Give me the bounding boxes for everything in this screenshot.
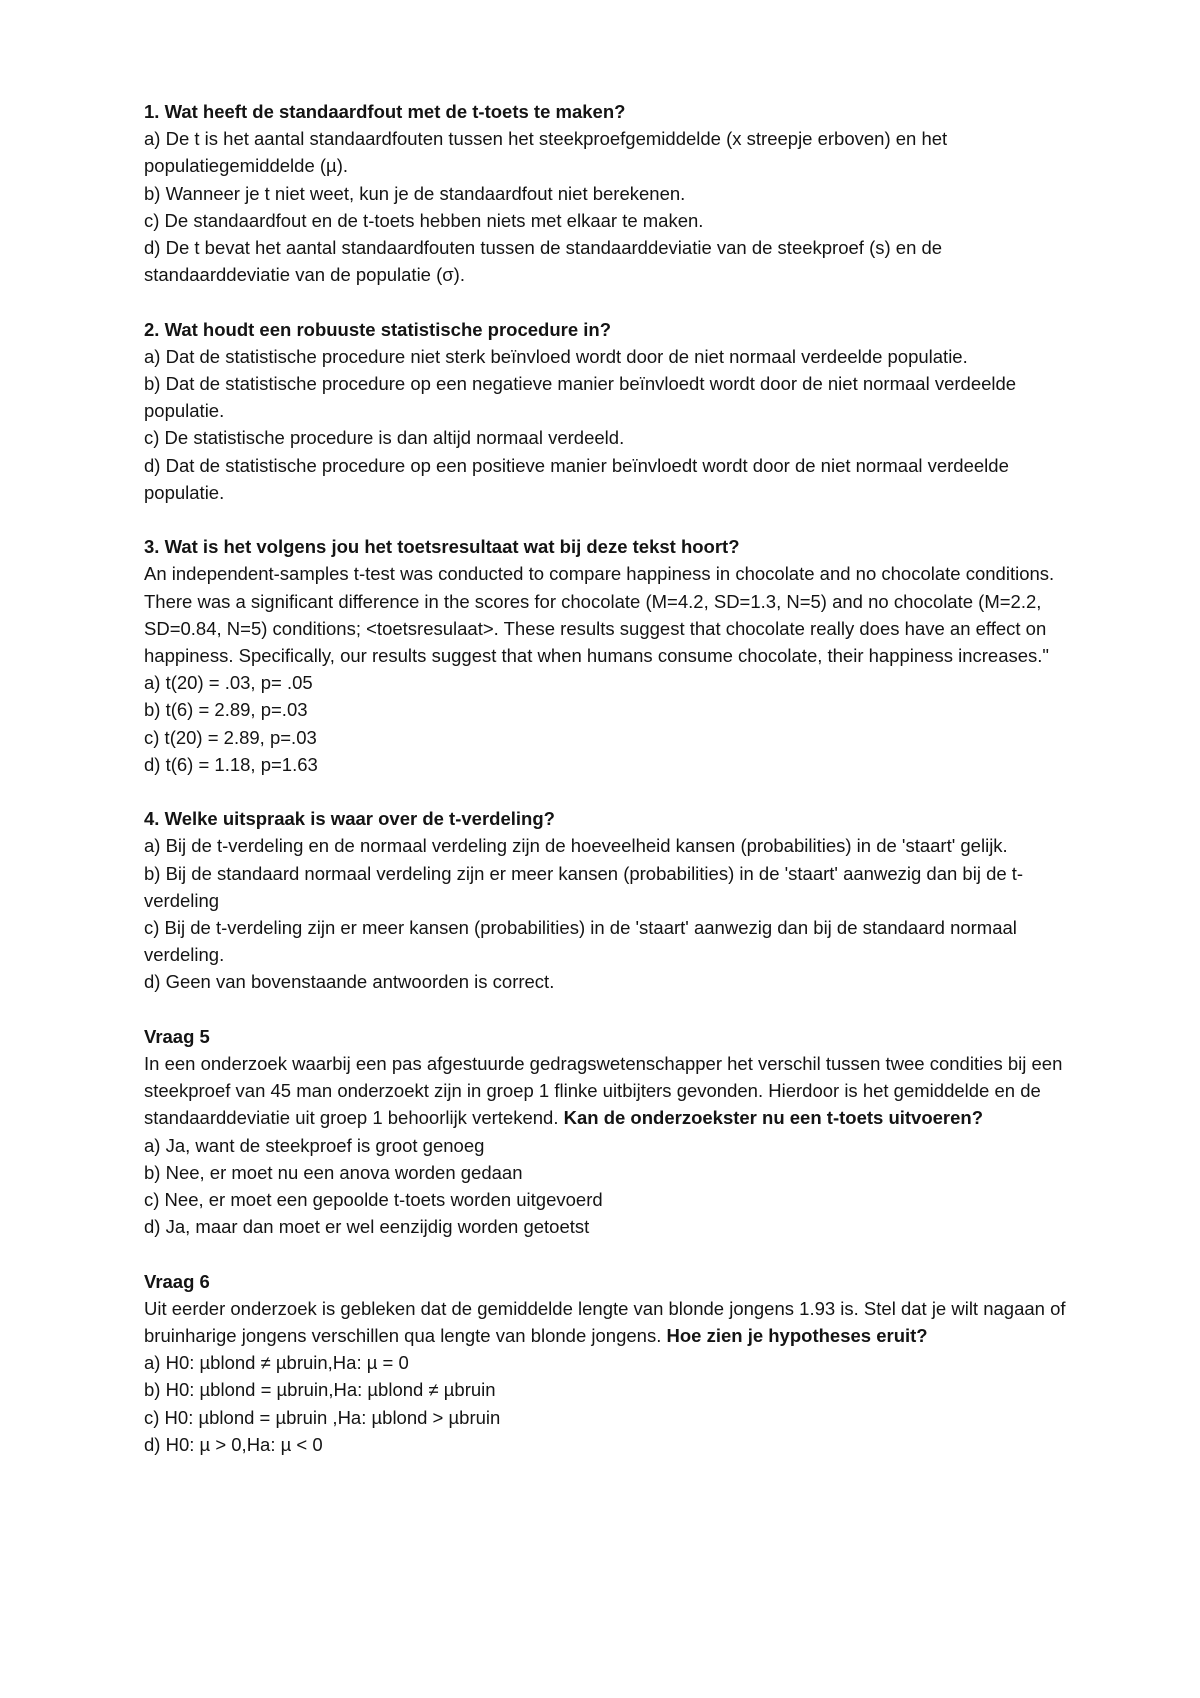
answer-option: c) t(20) = 2.89, p=.03 (144, 726, 317, 748)
question-title: 1. Wat heeft de standaardfout met de t-toets te maken? (144, 101, 626, 122)
question-2 (144, 316, 1084, 506)
answer-option: b) t(6) = 2.89, p=.03 (144, 699, 308, 721)
answer-option: d) Geen van bovenstaande antwoorden is correct. (144, 971, 555, 993)
answer-option: b) Wanneer je t niet weet, kun je de standaardfout niet berekenen. (144, 182, 686, 204)
answer-option: b) Bij de standaard normaal verdeling zijn er meer kansen (probabilities) in de 'staart' aanwezig dan bij de t-verdeling (144, 862, 1024, 911)
answer-option: d) t(6) = 1.18, p=1.63 (144, 753, 318, 775)
answer-option: a) Ja, want de steekproef is groot genoeg (144, 1134, 485, 1156)
question-title: 2. Wat houdt een robuuste statistische procedure in? (144, 318, 612, 340)
question-prompt: Hoe zien je hypotheses eruit? (666, 1325, 928, 1347)
question-6 (144, 1268, 1084, 1458)
question-title: Vraag 5 (144, 1025, 210, 1047)
answer-option: a) H0: µblond ≠ µbruin,Ha: µ = 0 (144, 1352, 409, 1374)
question-5 (144, 1023, 1084, 1241)
answer-option: b) Dat de statistische procedure op een negatieve manier beïnvloedt wordt door de niet normaal verdeelde populatie. (144, 373, 1017, 422)
question-body (144, 1050, 1084, 1132)
answer-option: d) De t bevat het aantal standaardfouten tussen de standaarddeviatie van de steekproef (s) en de standaarddeviatie van de populatie (σ). (144, 237, 943, 286)
answer-option: d) Ja, maar dan moet er wel eenzijdig worden getoetst (144, 1216, 590, 1238)
answer-option: c) De standaardfout en de t-toets hebben niets met elkaar te maken. (144, 209, 704, 231)
answer-option: d) Dat de statistische procedure op een positieve manier beïnvloedt wordt door de niet normaal verdeelde populatie. (144, 454, 1009, 503)
question-title: 4. Welke uitspraak is waar over de t-verdeling? (144, 808, 555, 830)
question-prompt: Kan de onderzoekster nu een t-toets uitvoeren? (563, 1107, 984, 1129)
question-1 (144, 98, 1084, 288)
answer-option: c) Nee, er moet een gepoolde t-toets worden uitgevoerd (144, 1189, 603, 1211)
answer-option: a) De t is het aantal standaardfouten tussen het steekproefgemiddelde (x streepje erboven) en het populatiegemiddelde (µ). (144, 128, 948, 177)
question-title: Vraag 6 (144, 1270, 210, 1292)
answer-option: b) H0: µblond = µbruin,Ha: µblond ≠ µbruin (144, 1379, 496, 1401)
answer-option: c) Bij de t-verdeling zijn er meer kansen (probabilities) in de 'staart' aanwezig dan bij de standaard normaal verdeling. (144, 917, 1017, 966)
answer-option: b) Nee, er moet nu een anova worden gedaan (144, 1161, 523, 1183)
document-page (144, 98, 1084, 1485)
answer-option: a) t(20) = .03, p= .05 (144, 672, 313, 694)
answer-option: d) H0: µ > 0,Ha: µ < 0 (144, 1433, 323, 1455)
answer-option: c) H0: µblond = µbruin ,Ha: µblond > µbruin (144, 1406, 501, 1428)
question-title: 3. Wat is het volgens jou het toetsresultaat wat bij deze tekst hoort? (144, 536, 740, 558)
question-body-text: Uit eerder onderzoek is gebleken dat de gemiddelde lengte van blonde jongens 1.93 is. Stel dat je wilt nagaan of bruinharige jongens verschillen qua lengte van blonde jongens. (144, 1297, 1066, 1347)
question-body: An independent-samples t-test was conducted to compare happiness in chocolate and no chocolate conditions. There was a significant difference in the scores for chocolate (M=4.2, SD=1.3, N=5) and no chocolate (M=2.2, SD=0.84, N=5) conditions; <toetsresulaat>. These results suggest that chocolate really does have an effect on happiness. Specifically, our results suggest that when humans consume chocolate, their happiness increases." (144, 563, 1055, 667)
answer-option: a) Bij de t-verdeling en de normaal verdeling zijn de hoeveelheid kansen (probabilities) in de 'staart' gelijk. (144, 835, 1008, 857)
answer-option: c) De statistische procedure is dan altijd normaal verdeeld. (144, 427, 625, 449)
question-4 (144, 805, 1084, 995)
answer-option: a) Dat de statistische procedure niet sterk beïnvloed wordt door de niet normaal verdeelde populatie. (144, 345, 968, 367)
question-body-text: In een onderzoek waarbij een pas afgestuurde gedragswetenschapper het verschil tussen twee condities bij een steekproef van 45 man onderzoekt zijn in groep 1 flinke uitbijters gevonden. Hierdoor is het gemiddelde en de standaarddeviatie uit groep 1 behoorlijk vertekend. (144, 1053, 1063, 1129)
question-3 (144, 533, 1084, 778)
question-body (144, 1295, 1084, 1349)
